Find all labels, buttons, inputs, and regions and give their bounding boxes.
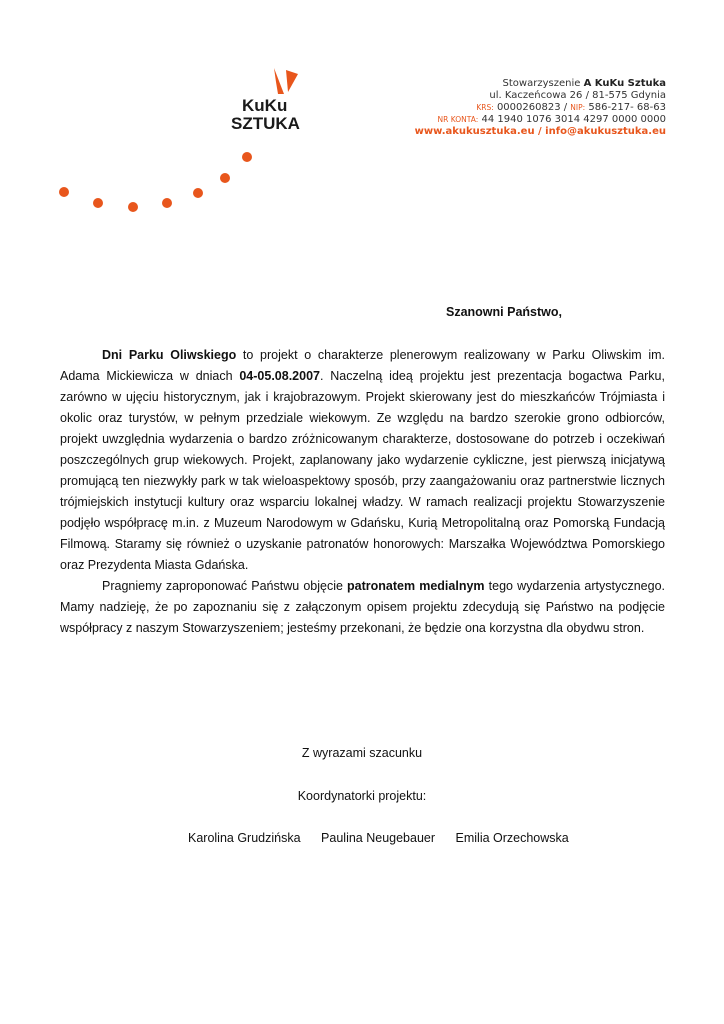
krs-label: KRS: bbox=[476, 103, 494, 112]
logo-text-sztuka: SZTUKA bbox=[231, 114, 300, 133]
paragraph-2: Pragniemy zaproponować Państwu objęcie patronatem medialnym tego wydarzenia artystycznego. Mamy nadzieję, że po zapoznaniu się z załączonym opisem projektu zdecydują się Państwo na podjęcie współpracy z naszym Stowarzyszeniem; jesteśmy przekonani, że będzie ona korzystna dla obydwu stron. bbox=[60, 579, 665, 635]
salutation: Szanowni Państwo, bbox=[446, 305, 562, 319]
org-prefix: Stowarzyszenie bbox=[502, 78, 581, 89]
nip-label: NIP: bbox=[570, 103, 586, 112]
dot bbox=[59, 187, 69, 197]
dot bbox=[93, 198, 103, 208]
dot bbox=[162, 198, 172, 208]
signer-name: Emilia Orzechowska bbox=[455, 831, 569, 845]
media-patronage: patronatem medialnym bbox=[347, 579, 485, 593]
krs-value: 0000260823 bbox=[496, 102, 561, 113]
organization-info bbox=[415, 78, 666, 138]
closing-phrase: Z wyrazami szacunku bbox=[301, 746, 423, 760]
org-name: A KuKu Sztuka bbox=[583, 78, 666, 89]
account-label: NR KONTA: bbox=[437, 115, 479, 124]
project-name: Dni Parku Oliwskiego bbox=[102, 348, 237, 362]
dot bbox=[242, 152, 252, 162]
letter-body bbox=[60, 345, 665, 639]
org-web-email: www.akukusztuka.eu / info@akukusztuka.eu bbox=[414, 126, 666, 137]
account-value: 44 1940 1076 3014 4297 0000 0000 bbox=[481, 114, 666, 125]
org-account-line bbox=[415, 114, 666, 126]
dot bbox=[128, 202, 138, 212]
nip-value: 586-217- 68-63 bbox=[588, 102, 666, 113]
org-name-line bbox=[415, 78, 666, 90]
signers bbox=[188, 831, 586, 845]
coordinators-label: Koordynatorki projektu: bbox=[297, 789, 427, 803]
org-address: ul. Kaczeńcowa 26 / 81-575 Gdynia bbox=[489, 90, 666, 101]
project-dates: 04-05.08.2007 bbox=[239, 369, 320, 383]
signer-name: Karolina Grudzińska bbox=[188, 831, 301, 845]
logo-text-kuku: KuKu bbox=[242, 96, 288, 115]
kuku-sztuka-logo bbox=[228, 66, 324, 136]
dot bbox=[193, 188, 203, 198]
paragraph-1: Dni Parku Oliwskiego to projekt o charakterze plenerowym realizowany w Parku Oliwskim im. Adama Mickiewicza w dniach 04-05.08.2007. Naczelną ideą projektu jest prezentacja bogactwa Parku, zarówno w ujęciu historycznym, jak i krajobrazowym. Projekt skierowany jest do mieszkańców Trójmiasta i okolic oraz turystów, w pełnym przedziale wiekowym. Ze względu na bardzo szerokie grono odbiorców, projekt uwzględnia wydarzenia o bardzo zróżnicowanym charakterze, dostosowane do potrzeb i oczekiwań poszczególnych grup wiekowych. Projekt, zaplanowany jako wydarzenie cykliczne, jest pierwszą inicjatywą promującą ten niezwykły park w tak wieloaspektowy sposób, przy zaangażowaniu oraz partnerstwie licznych trójmiejskich instytucji kultury oraz wsparciu lokalnej władzy. W ramach realizacji projektu Stowarzyszenie podjęło współpracę m.in. z Muzeum Narodowym w Gdańsku, Kurią Metropolitalną oraz Pomorską Fundacją Filmową. Staramy się również o uzyskanie patronatów honorowych: Marszałka Województwa Pomorskiego oraz Prezydenta Miasta Gdańska. bbox=[60, 348, 665, 572]
signer-name: Paulina Neugebauer bbox=[321, 831, 436, 845]
org-registry-line: KRS: 0000260823 / NIP: 586-217- 68-63 bbox=[476, 102, 666, 113]
dot bbox=[220, 173, 230, 183]
